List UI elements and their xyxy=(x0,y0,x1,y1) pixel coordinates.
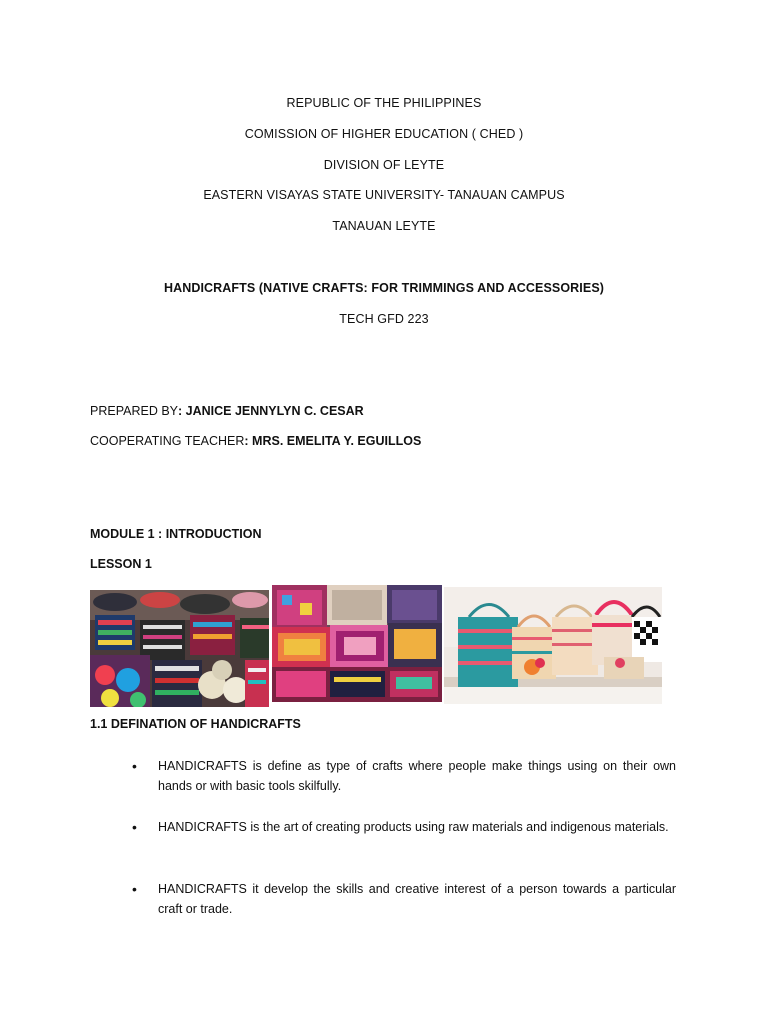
list-item xyxy=(90,879,676,921)
bullet-text: HANDICRAFTS is the art of creating products using raw materials and indigenous materials. xyxy=(158,820,669,834)
course-code: TECH GFD 223 xyxy=(339,312,429,326)
bullet-icon: • xyxy=(132,758,137,774)
cooperating-teacher xyxy=(90,434,421,448)
bullet-icon: • xyxy=(132,881,137,897)
course-title: HANDICRAFTS (NATIVE CRAFTS: FOR TRIMMINGS AND ACCESSORIES) xyxy=(163,281,605,295)
embroidered-bags-icon xyxy=(272,585,442,702)
bullet-icon: • xyxy=(132,819,137,835)
prepared-by-name: : JANICE JENNYLYN C. CESAR xyxy=(178,404,364,418)
prepared-by xyxy=(90,404,364,418)
woven-baskets-icon xyxy=(90,590,269,707)
teacher-label: COOPERATING TEACHER xyxy=(90,434,245,448)
list-item xyxy=(90,756,676,798)
module-title: MODULE 1 : INTRODUCTION xyxy=(90,527,262,541)
lesson-title: LESSON 1 xyxy=(90,557,152,571)
header-commission: COMISSION OF HIGHER EDUCATION ( CHED ) xyxy=(244,127,524,141)
bullet-text: HANDICRAFTS is define as type of crafts where people make things using on their own hands or with basic tools skilfully. xyxy=(158,759,676,793)
teacher-name: : MRS. EMELITA Y. EGUILLOS xyxy=(244,434,422,448)
bullet-text: HANDICRAFTS it develop the skills and creative interest of a person towards a particular craft or trade. xyxy=(158,882,676,916)
list-item xyxy=(90,817,676,859)
header-location: TANAUAN LEYTE xyxy=(332,219,436,233)
colorful-handbags-photo xyxy=(444,587,662,704)
header-division: DIVISION OF LEYTE xyxy=(323,158,445,172)
embroidered-bags-photo xyxy=(272,585,442,702)
header-university: EASTERN VISAYAS STATE UNIVERSITY- TANAUAN CAMPUS xyxy=(203,188,565,202)
section-heading: 1.1 DEFINATION OF HANDICRAFTS xyxy=(90,717,301,731)
prepared-by-label: PREPARED BY xyxy=(90,404,178,418)
colorful-handbags-icon xyxy=(444,587,662,704)
header-country: REPUBLIC OF THE PHILIPPINES xyxy=(286,96,482,110)
woven-baskets-photo xyxy=(90,590,269,707)
